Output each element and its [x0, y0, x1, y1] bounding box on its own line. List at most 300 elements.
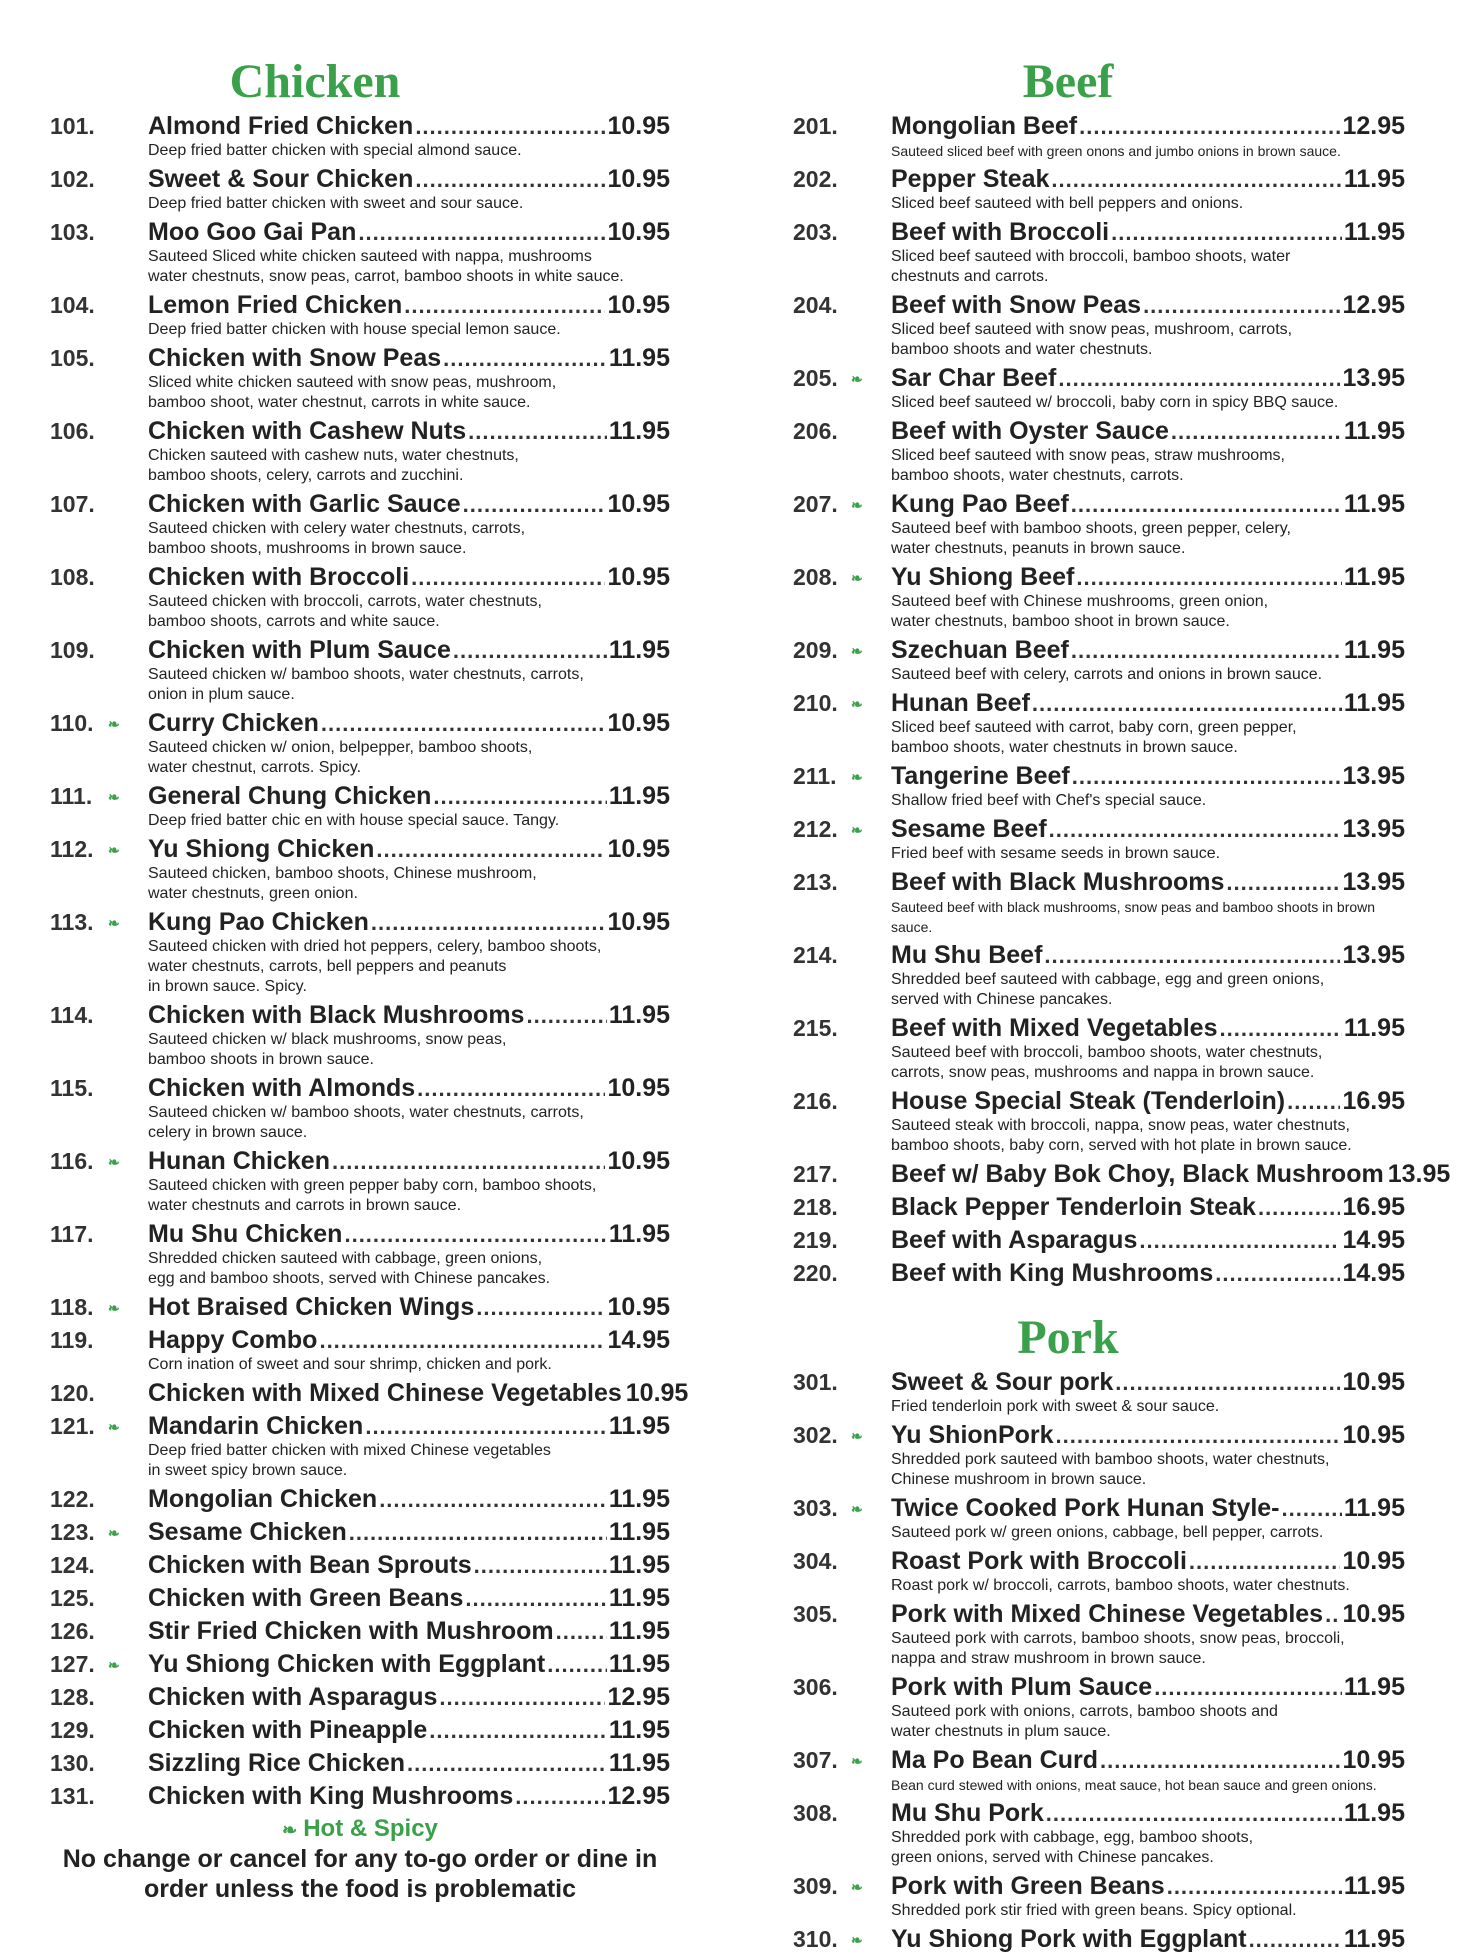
item-price: 14.95: [1342, 1226, 1405, 1254]
menu-item-header: [793, 1494, 1405, 1523]
chili-pepper-icon: ❧: [108, 1525, 120, 1541]
item-price: 11.95: [608, 1412, 670, 1440]
item-number: [793, 1799, 891, 1827]
item-number: [50, 1749, 148, 1777]
item-name: Chicken with Broccoli: [148, 563, 410, 591]
menu-item: [793, 165, 1405, 214]
item-name: Yu Shiong Pork with Eggplant: [891, 1925, 1247, 1953]
menu-item: [793, 1014, 1405, 1083]
item-name: Chicken with Green Beans: [148, 1584, 464, 1612]
item-price: 10.95: [607, 1293, 670, 1321]
item-price: 11.95: [608, 1551, 670, 1579]
item-price: 14.95: [1342, 1259, 1405, 1287]
item-number-text: 117.: [50, 1221, 94, 1247]
item-name: Stir Fried Chicken with Mushroom: [148, 1617, 554, 1645]
menu-item: [50, 1001, 670, 1070]
item-number-text: 104.: [50, 292, 95, 318]
item-name: Beef with Snow Peas: [891, 291, 1142, 319]
order-policy-notice: No change or cancel for any to-go order or dine in order unless the food is problematic: [62, 1845, 658, 1903]
item-name: Sweet & Sour pork: [891, 1368, 1114, 1396]
item-price: 13.95: [1342, 815, 1405, 843]
dot-leader: [1325, 1601, 1340, 1629]
menu-item: [50, 344, 670, 413]
item-price: 13.95: [1342, 364, 1405, 392]
item-price: 11.95: [1343, 1673, 1405, 1701]
menu-item-header: [793, 815, 1405, 844]
menu-item: [50, 709, 670, 778]
item-description: Sauteed chicken w/ black mushrooms, snow peas, bamboo shoots in brown sauce.: [148, 1031, 507, 1068]
item-description: Shredded beef sauteed with cabbage, egg and green onions, served with Chinese pancakes.: [891, 971, 1325, 1008]
item-description: Sauteed pork with onions, carrots, bamboo shoots and water chestnuts in plum sauce.: [891, 1703, 1278, 1740]
item-number: [793, 689, 891, 717]
item-description: Sliced beef sauteed with bell peppers and onions.: [891, 195, 1244, 212]
item-name: Moo Goo Gai Pan: [148, 218, 357, 246]
menu-item-header: [50, 1617, 670, 1646]
menu-item-header: [50, 344, 670, 373]
menu-item: [793, 868, 1405, 937]
item-name: Almond Fried Chicken: [148, 112, 414, 140]
chili-pepper-icon: ❧: [851, 1879, 863, 1895]
item-number: [50, 1551, 148, 1579]
item-number: [793, 815, 891, 843]
menu-item: [50, 1551, 670, 1580]
item-price: 11.95: [1343, 165, 1405, 193]
item-description: Sliced beef sauteed with broccoli, bamboo shoots, water chestnuts and carrots.: [891, 248, 1291, 285]
item-price: 11.95: [608, 1749, 670, 1777]
item-description: Shallow fried beef with Chef's special sauce.: [891, 792, 1207, 809]
item-name: Szechuan Beef: [891, 636, 1069, 664]
item-number-text: 121.: [50, 1413, 95, 1439]
item-number-text: 131.: [50, 1783, 95, 1809]
item-number: [50, 1001, 148, 1029]
dot-leader: [1143, 292, 1340, 320]
menu-item-header: [50, 1412, 670, 1441]
menu-item-header: [793, 417, 1405, 446]
dot-leader: [404, 292, 605, 320]
menu-item-header: [50, 1782, 670, 1811]
chicken-menu-list: [50, 112, 689, 1811]
item-number: [50, 835, 148, 863]
item-number-text: 307.: [793, 1747, 838, 1773]
menu-item-header: [793, 1799, 1405, 1828]
menu-item-header: [50, 1379, 689, 1408]
item-name: Black Pepper Tenderloin Steak: [891, 1193, 1256, 1221]
dot-leader: [474, 1552, 607, 1580]
item-price: 11.95: [608, 1584, 670, 1612]
dot-leader: [371, 909, 606, 937]
item-name: Yu ShionPork: [891, 1421, 1054, 1449]
item-number: [793, 1014, 891, 1042]
dot-leader: [1076, 564, 1341, 592]
item-number-text: 118.: [50, 1294, 94, 1320]
item-number: [793, 1673, 891, 1701]
menu-item: [50, 563, 670, 632]
item-name: Chicken with Cashew Nuts: [148, 417, 467, 445]
menu-item: [793, 1799, 1405, 1868]
item-number-text: 210.: [793, 690, 838, 716]
item-name: Hunan Beef: [891, 689, 1030, 717]
menu-item: [793, 762, 1405, 811]
item-number-text: 302.: [793, 1422, 838, 1448]
item-number-text: 101.: [50, 113, 95, 139]
item-number: [50, 417, 148, 445]
item-name: Chicken with Garlic Sauce: [148, 490, 461, 518]
item-number: [793, 868, 891, 896]
dot-leader: [1287, 1088, 1340, 1116]
item-number-text: 218.: [793, 1194, 838, 1220]
item-description: Shredded chicken sauteed with cabbage, green onions, egg and bamboo shoots, served with Chinese pancakes.: [148, 1250, 551, 1287]
item-number-text: 205.: [793, 365, 838, 391]
item-number: [793, 417, 891, 445]
item-description: Sauteed beef with black mushrooms, snow peas and bamboo shoots in brown sauce.: [891, 899, 1376, 935]
item-number-text: 306.: [793, 1674, 838, 1700]
item-price: 13.95: [1342, 868, 1405, 896]
item-number-text: 119.: [50, 1327, 94, 1353]
dot-leader: [1249, 1926, 1342, 1954]
item-name: Pepper Steak: [891, 165, 1050, 193]
item-number: [50, 782, 148, 810]
chili-pepper-icon: ❧: [851, 643, 863, 659]
item-number-text: 103.: [50, 219, 95, 245]
item-name: Beef w/ Baby Bok Choy, Black Mushroom: [891, 1160, 1384, 1188]
menu-item-header: [50, 490, 670, 519]
item-number: [793, 1547, 891, 1575]
chili-pepper-icon: ❧: [108, 842, 120, 858]
chili-pepper-icon: ❧: [851, 1428, 863, 1444]
chili-pepper-icon: ❧: [851, 1753, 863, 1769]
item-number: [50, 1485, 148, 1513]
item-description: Roast pork w/ broccoli, carrots, bamboo shoots, water chestnuts.: [891, 1577, 1350, 1594]
item-price: 11.95: [608, 636, 670, 664]
item-number: [793, 1925, 891, 1953]
item-price: 10.95: [607, 709, 670, 737]
item-price: 11.95: [608, 1617, 670, 1645]
dot-leader: [1115, 1369, 1340, 1397]
menu-item-header: [50, 1650, 670, 1679]
menu-item: [50, 1749, 670, 1778]
item-number: [793, 364, 891, 392]
menu-item-header: [793, 490, 1405, 519]
item-name: Beef with Mixed Vegetables: [891, 1014, 1218, 1042]
menu-item: [50, 1147, 670, 1216]
item-name: Mandarin Chicken: [148, 1412, 364, 1440]
item-price: 10.95: [1342, 1600, 1405, 1628]
menu-item: [793, 1925, 1405, 1954]
item-number: [50, 165, 148, 193]
item-description: Shredded pork with cabbage, egg, bamboo shoots, green onions, served with Chinese pancakes.: [891, 1829, 1254, 1866]
menu-item-header: [50, 636, 670, 665]
menu-item-header: [793, 689, 1405, 718]
item-description: Sauteed steak with broccoli, nappa, snow peas, water chestnuts, bamboo shoots, baby corn, served with hot plate in brown sauce.: [891, 1117, 1352, 1154]
dot-leader: [1079, 113, 1340, 141]
item-price: 11.95: [1343, 1925, 1405, 1953]
menu-item-header: [793, 1925, 1405, 1954]
menu-item: [50, 1683, 670, 1712]
dot-leader: [526, 1002, 606, 1030]
menu-item: [50, 112, 670, 161]
dot-leader: [463, 491, 606, 519]
item-price: 11.95: [1343, 689, 1405, 717]
item-description: Sauteed beef with celery, carrots and onions in brown sauce.: [891, 666, 1323, 683]
menu-item: [793, 218, 1405, 287]
item-description: Deep fried batter chicken with sweet and sour sauce.: [148, 195, 524, 212]
item-price: 10.95: [607, 835, 670, 863]
item-number-text: 105.: [50, 345, 95, 371]
item-name: Beef with Oyster Sauce: [891, 417, 1169, 445]
menu-item: [50, 417, 670, 486]
item-number-text: 214.: [793, 942, 838, 968]
menu-item-header: [50, 1749, 670, 1778]
item-name: Mu Shu Chicken: [148, 1220, 343, 1248]
item-description: Deep fried batter chic en with house special sauce. Tangy.: [148, 812, 560, 829]
menu-item-header: [793, 291, 1405, 320]
item-description: Bean curd stewed with onions, meat sauce, hot bean sauce and green onions.: [891, 1777, 1377, 1793]
dot-leader: [439, 1684, 605, 1712]
hot-spicy-legend: [50, 1815, 670, 1844]
dot-leader: [443, 345, 607, 373]
item-number: [50, 490, 148, 518]
menu-item-header: [793, 1746, 1405, 1775]
dot-leader: [1071, 637, 1342, 665]
item-number-text: 201.: [793, 113, 838, 139]
menu-item-header: [50, 1716, 670, 1745]
item-number-text: 107.: [50, 491, 95, 517]
menu-item: [793, 689, 1405, 758]
dot-leader: [468, 418, 607, 446]
item-description: Deep fried batter chicken with mixed Chinese vegetables in sweet spicy brown sauce.: [148, 1442, 551, 1479]
menu-item: [793, 941, 1405, 1010]
menu-item: [50, 490, 670, 559]
menu-item-header: [50, 709, 670, 738]
item-price: 16.95: [1342, 1087, 1405, 1115]
item-name: Tangerine Beef: [891, 762, 1070, 790]
item-number-text: 301.: [793, 1369, 838, 1395]
menu-item-header: [793, 941, 1405, 970]
item-number: [50, 1379, 148, 1407]
item-price: 10.95: [607, 490, 670, 518]
item-price: 11.95: [608, 1001, 670, 1029]
item-price: 13.95: [1342, 941, 1405, 969]
menu-item: [793, 1259, 1405, 1288]
item-number: [793, 1494, 891, 1522]
item-number-text: 110.: [50, 710, 94, 736]
menu-item: [50, 1220, 670, 1289]
item-number-text: 309.: [793, 1873, 838, 1899]
dot-leader: [1154, 1674, 1342, 1702]
dot-leader: [433, 783, 606, 811]
item-number: [50, 1683, 148, 1711]
item-number: [50, 1617, 148, 1645]
item-price: 10.95: [1342, 1746, 1405, 1774]
item-number-text: 206.: [793, 418, 838, 444]
item-number-text: 111.: [50, 783, 93, 809]
menu-item: [793, 1226, 1405, 1255]
item-number-text: 202.: [793, 166, 838, 192]
item-name: Chicken with Bean Sprouts: [148, 1551, 472, 1579]
item-name: Sesame Beef: [891, 815, 1047, 843]
item-description: Shredded pork sauteed with bamboo shoots, water chestnuts, Chinese mushroom in brown sauce.: [891, 1451, 1330, 1488]
item-number-text: 212.: [793, 816, 838, 842]
menu-item: [50, 1518, 670, 1547]
item-number: [793, 490, 891, 518]
item-number: [793, 563, 891, 591]
menu-item: [793, 1746, 1405, 1795]
item-number: [793, 112, 891, 140]
menu-item-header: [50, 1683, 670, 1712]
item-description: Corn ination of sweet and sour shrimp, chicken and pork.: [148, 1356, 552, 1373]
item-price: 11.95: [1343, 563, 1405, 591]
menu-item: [50, 1650, 670, 1679]
pork-section-title: Pork: [1017, 1311, 1119, 1364]
menu-item: [50, 782, 670, 831]
menu-item-header: [793, 1160, 1451, 1189]
item-number-text: 305.: [793, 1601, 838, 1627]
dot-leader: [1139, 1227, 1340, 1255]
item-number-text: 114.: [50, 1002, 94, 1028]
dot-leader: [319, 1327, 605, 1355]
item-name: Chicken with Mixed Chinese Vegetables: [148, 1379, 622, 1407]
menu-item-header: [793, 1600, 1405, 1629]
item-number: [50, 344, 148, 372]
item-price: 12.95: [1342, 291, 1405, 319]
menu-item-header: [50, 218, 670, 247]
menu-item-header: [793, 762, 1405, 791]
item-name: Chicken with Pineapple: [148, 1716, 428, 1744]
item-name: Sizzling Rice Chicken: [148, 1749, 406, 1777]
item-price: 16.95: [1342, 1193, 1405, 1221]
menu-item: [793, 563, 1405, 632]
chili-pepper-icon: ❧: [108, 915, 120, 931]
menu-item-header: [50, 1074, 670, 1103]
dot-leader: [429, 1717, 607, 1745]
item-name: Sesame Chicken: [148, 1518, 347, 1546]
dot-leader: [1215, 1260, 1340, 1288]
item-name: Mu Shu Beef: [891, 941, 1043, 969]
item-price: 13.95: [1342, 762, 1405, 790]
item-number-text: 209.: [793, 637, 838, 663]
item-price: 11.95: [608, 1518, 670, 1546]
item-description: Sliced beef sauteed with snow peas, straw mushrooms, bamboo shoots, water chestnuts, carrots.: [891, 447, 1285, 484]
menu-item-header: [50, 1001, 670, 1030]
chili-pepper-icon: ❧: [851, 822, 863, 838]
item-name: Roast Pork with Broccoli: [891, 1547, 1187, 1575]
right-column: [793, 52, 1451, 1958]
pork-menu-list: [793, 1368, 1405, 1954]
dot-leader: [556, 1618, 607, 1646]
item-description: Sauteed beef with bamboo shoots, green pepper, celery, water chestnuts, peanuts in brown sauce.: [891, 520, 1291, 557]
item-name: Beef with King Mushrooms: [891, 1259, 1214, 1287]
menu-item-header: [50, 1220, 670, 1249]
dot-leader: [547, 1651, 607, 1679]
menu-item: [793, 417, 1405, 486]
item-name: House Special Steak (Tenderloin): [891, 1087, 1286, 1115]
menu-item-header: [50, 1551, 670, 1580]
item-name: Yu Shiong Beef: [891, 563, 1075, 591]
menu-item: [50, 1293, 670, 1322]
dot-leader: [379, 1486, 607, 1514]
dot-leader: [407, 1750, 607, 1778]
item-name: Happy Combo: [148, 1326, 318, 1354]
item-price: 11.95: [608, 782, 670, 810]
menu-item-header: [793, 1087, 1405, 1116]
dot-leader: [1046, 1800, 1342, 1828]
item-number: [50, 709, 148, 737]
chili-pepper-icon: ❧: [108, 789, 120, 805]
item-price: 10.95: [607, 112, 670, 140]
dot-leader: [1071, 491, 1342, 519]
item-description: Chicken sauteed with cashew nuts, water chestnuts, bamboo shoots, celery, carrots and zucchini.: [148, 447, 519, 484]
menu-item-header: [50, 1485, 670, 1514]
item-name: Ma Po Bean Curd: [891, 1746, 1098, 1774]
hot-spicy-label: Hot & Spicy: [303, 1815, 438, 1842]
item-number-text: 115.: [50, 1075, 94, 1101]
menu-item: [793, 1547, 1405, 1596]
menu-item-header: [793, 1421, 1405, 1450]
chili-pepper-icon: ❧: [282, 1820, 298, 1840]
item-number-text: 108.: [50, 564, 95, 590]
menu-item: [793, 1193, 1405, 1222]
dot-leader: [1226, 869, 1340, 897]
item-number: [793, 1746, 891, 1774]
item-number: [50, 1293, 148, 1321]
dot-leader: [1044, 942, 1340, 970]
item-price: 10.95: [607, 1147, 670, 1175]
dot-leader: [411, 564, 605, 592]
item-price: 11.95: [608, 1220, 670, 1248]
item-description: Sauteed beef with broccoli, bamboo shoots, water chestnuts, carrots, snow peas, mushrooms and nappa in brown sauce.: [891, 1044, 1323, 1081]
item-price: 12.95: [1342, 112, 1405, 140]
chili-pepper-icon: ❧: [108, 1154, 120, 1170]
item-price: 10.95: [607, 218, 670, 246]
item-number-text: 207.: [793, 491, 838, 517]
item-price: 10.95: [607, 563, 670, 591]
dot-leader: [1282, 1495, 1342, 1523]
item-number-text: 211.: [793, 763, 837, 789]
menu-item: [793, 636, 1405, 685]
item-description: Sauteed sliced beef with green onons and jumbo onions in brown sauce.: [891, 143, 1341, 159]
dot-leader: [321, 710, 606, 738]
item-name: Mongolian Chicken: [148, 1485, 378, 1513]
menu-item: [50, 1412, 670, 1481]
item-number: [793, 1226, 891, 1254]
item-number-text: 216.: [793, 1088, 838, 1114]
item-price: 10.95: [607, 908, 670, 936]
item-number-text: 215.: [793, 1015, 838, 1041]
item-number: [793, 291, 891, 319]
chili-pepper-icon: ❧: [851, 497, 863, 513]
item-name: Chicken with King Mushrooms: [148, 1782, 514, 1810]
item-price: 11.95: [608, 1485, 670, 1513]
dot-leader: [476, 1294, 605, 1322]
item-description: Sauteed beef with Chinese mushrooms, green onion, water chestnuts, bamboo shoot in brown sauce.: [891, 593, 1269, 630]
item-number-text: 310.: [793, 1926, 838, 1952]
dot-leader: [465, 1585, 606, 1613]
dot-leader: [1032, 690, 1342, 718]
item-description: Sauteed chicken w/ onion, belpepper, bamboo shoots, water chestnut, carrots. Spicy.: [148, 739, 533, 776]
menu-item: [50, 1617, 670, 1646]
item-name: Chicken with Snow Peas: [148, 344, 442, 372]
menu-item-header: [793, 1226, 1405, 1255]
dot-leader: [515, 1783, 605, 1811]
menu-item: [50, 291, 670, 340]
item-name: Yu Shiong Chicken with Eggplant: [148, 1650, 546, 1678]
item-description: Sauteed chicken w/ bamboo shoots, water chestnuts, carrots, celery in brown sauce.: [148, 1104, 584, 1141]
item-number-text: 109.: [50, 637, 95, 663]
item-description: Sauteed chicken w/ bamboo shoots, water chestnuts, carrots, onion in plum sauce.: [148, 666, 584, 703]
menu-item: [793, 364, 1405, 413]
item-price: 11.95: [608, 1650, 670, 1678]
dot-leader: [1258, 1194, 1340, 1222]
